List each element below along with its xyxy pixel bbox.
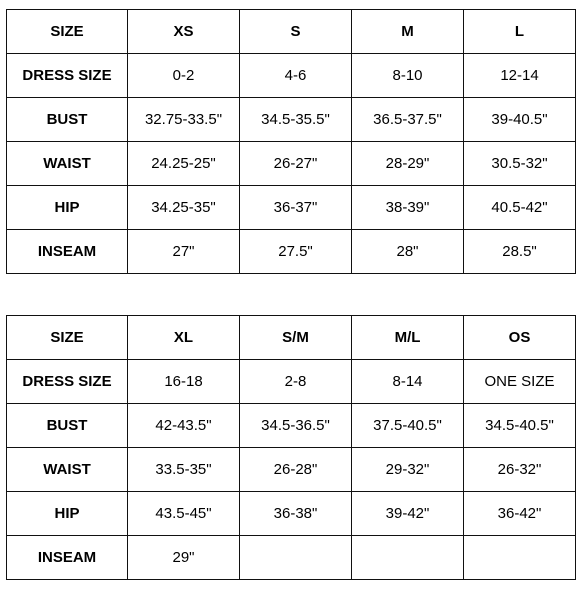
header-cell: S/M: [240, 316, 352, 360]
table-cell: 42-43.5": [128, 404, 240, 448]
size-chart-table-1: [6, 9, 576, 274]
table-row: [7, 404, 576, 448]
row-label: INSEAM: [7, 230, 128, 274]
header-cell: SIZE: [7, 10, 128, 54]
size-chart-table-2: [6, 315, 576, 580]
table-cell: 4-6: [240, 54, 352, 98]
row-label: BUST: [7, 98, 128, 142]
header-row: [7, 10, 576, 54]
table-row: [7, 492, 576, 536]
table-cell: [352, 536, 464, 580]
row-label: INSEAM: [7, 536, 128, 580]
row-label: DRESS SIZE: [7, 360, 128, 404]
header-row: [7, 316, 576, 360]
table-row: [7, 54, 576, 98]
table-cell: 34.5-36.5": [240, 404, 352, 448]
table-cell: 2-8: [240, 360, 352, 404]
table-row: [7, 536, 576, 580]
table-cell: 26-28": [240, 448, 352, 492]
table-cell: 33.5-35": [128, 448, 240, 492]
table-cell: 36-42": [464, 492, 576, 536]
table-cell: 12-14: [464, 54, 576, 98]
table-cell: 34.25-35": [128, 186, 240, 230]
table-row: [7, 230, 576, 274]
table-cell: 8-10: [352, 54, 464, 98]
header-cell: S: [240, 10, 352, 54]
header-cell: M/L: [352, 316, 464, 360]
table-row: [7, 186, 576, 230]
table-cell: 40.5-42": [464, 186, 576, 230]
table-cell: 26-32": [464, 448, 576, 492]
row-label: WAIST: [7, 142, 128, 186]
row-label: BUST: [7, 404, 128, 448]
header-cell: M: [352, 10, 464, 54]
table-cell: [464, 536, 576, 580]
table-cell: 36-38": [240, 492, 352, 536]
table-cell: 32.75-33.5": [128, 98, 240, 142]
table-cell: 36.5-37.5": [352, 98, 464, 142]
header-cell: XS: [128, 10, 240, 54]
table-cell: ONE SIZE: [464, 360, 576, 404]
table-cell: 37.5-40.5": [352, 404, 464, 448]
table-cell: 0-2: [128, 54, 240, 98]
header-cell: L: [464, 10, 576, 54]
table-cell: 24.25-25": [128, 142, 240, 186]
table-cell: 8-14: [352, 360, 464, 404]
table-cell: 39-42": [352, 492, 464, 536]
table-cell: 28.5": [464, 230, 576, 274]
table-row: [7, 360, 576, 404]
row-label: HIP: [7, 492, 128, 536]
row-label: WAIST: [7, 448, 128, 492]
table-cell: 34.5-35.5": [240, 98, 352, 142]
table-cell: 27": [128, 230, 240, 274]
header-cell: OS: [464, 316, 576, 360]
table-row: [7, 448, 576, 492]
table-cell: 38-39": [352, 186, 464, 230]
row-label: DRESS SIZE: [7, 54, 128, 98]
table-row: [7, 142, 576, 186]
table-cell: 16-18: [128, 360, 240, 404]
table-cell: 29-32": [352, 448, 464, 492]
table-cell: 26-27": [240, 142, 352, 186]
header-cell: SIZE: [7, 316, 128, 360]
header-cell: XL: [128, 316, 240, 360]
table-cell: 34.5-40.5": [464, 404, 576, 448]
table-cell: 28-29": [352, 142, 464, 186]
table-row: [7, 98, 576, 142]
table-cell: 36-37": [240, 186, 352, 230]
table-cell: [240, 536, 352, 580]
table-cell: 43.5-45": [128, 492, 240, 536]
table-cell: 39-40.5": [464, 98, 576, 142]
table-cell: 27.5": [240, 230, 352, 274]
table-cell: 30.5-32": [464, 142, 576, 186]
table-cell: 29": [128, 536, 240, 580]
row-label: HIP: [7, 186, 128, 230]
table-cell: 28": [352, 230, 464, 274]
